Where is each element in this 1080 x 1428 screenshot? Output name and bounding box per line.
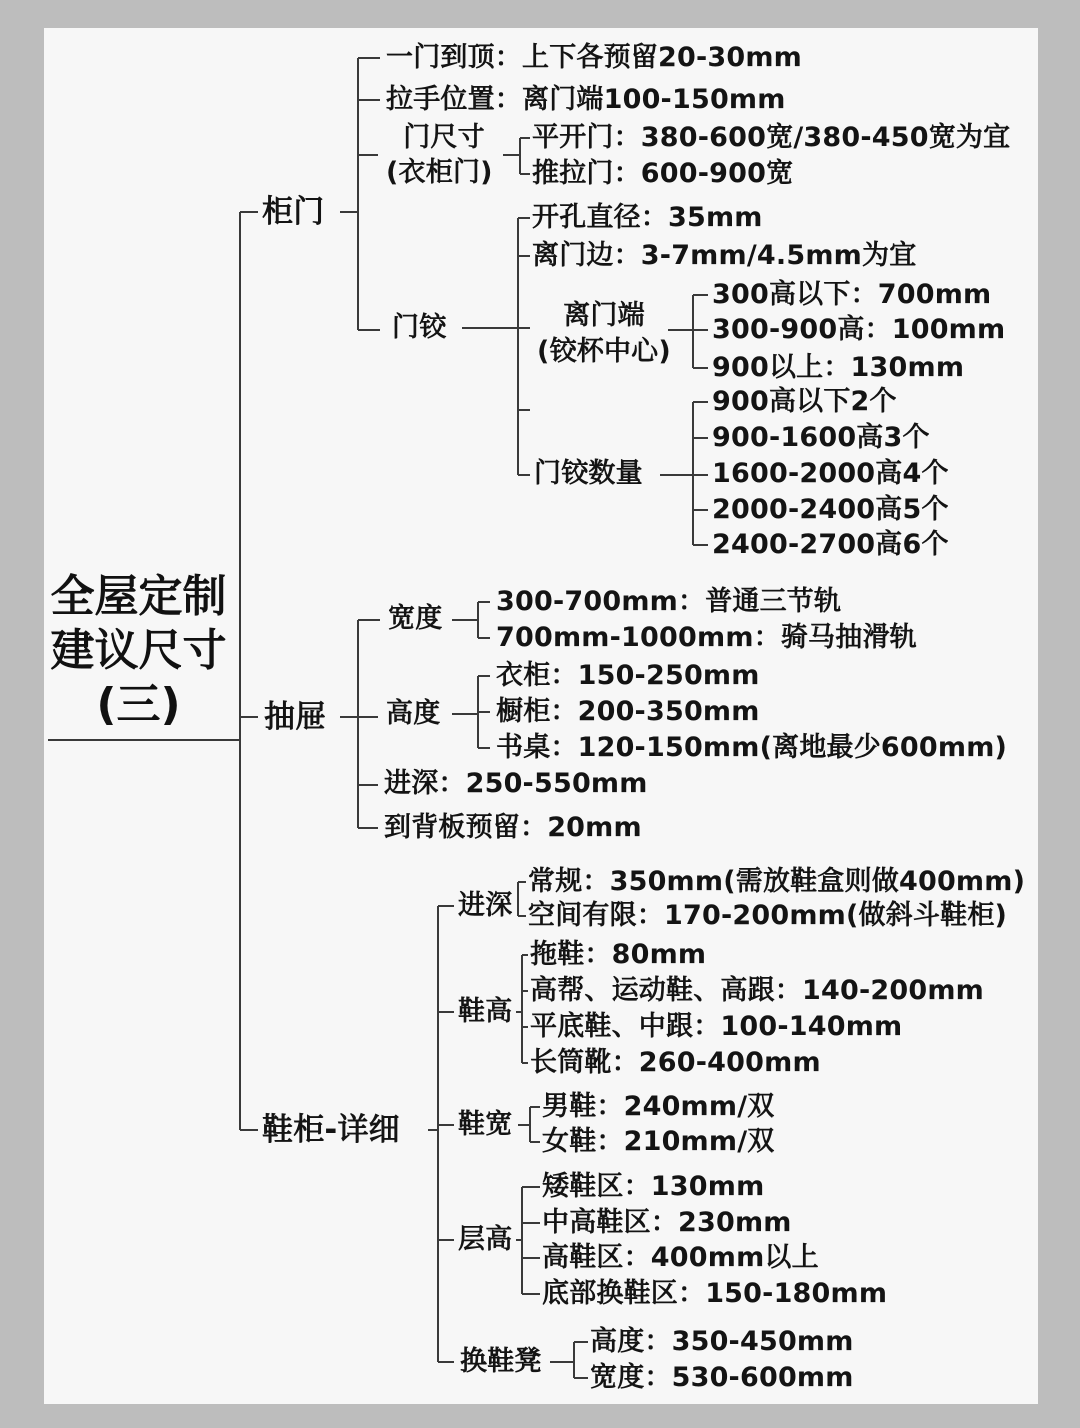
node-shoe-height: 鞋高 <box>458 996 513 1027</box>
leaf-hinge-count: 900-1600高3个 <box>712 422 930 453</box>
title-line: (三) <box>96 679 181 730</box>
leaf-drawer-height: 橱柜：200-350mm <box>496 696 760 727</box>
node-cabinet-door: 柜门 <box>262 194 325 230</box>
node-hinge-count: 门铰数量 <box>534 458 643 489</box>
title-line: 建议尺寸 <box>50 625 227 676</box>
node-end-distance: 离门端 <box>563 300 645 331</box>
node-drawer-height: 高度 <box>386 698 441 729</box>
title-line: 全屋定制 <box>50 571 227 622</box>
node-drawer: 抽屉 <box>264 699 327 735</box>
leaf-shoe-height: 拖鞋：80mm <box>530 939 707 970</box>
leaf-hinge-count: 900高以下2个 <box>712 386 897 417</box>
leaf-shoe-height: 高帮、运动鞋、高跟：140-200mm <box>530 975 984 1006</box>
leaf-hole-diameter: 开孔直径：35mm <box>532 202 763 233</box>
node-hinge: 门铰 <box>392 312 447 343</box>
node-shoe-bench: 换鞋凳 <box>460 1346 542 1377</box>
leaf-end-distance: 300高以下：700mm <box>712 279 992 310</box>
page-title <box>46 570 231 732</box>
leaf-swing-door: 平开门：380-600宽/380-450宽为宜 <box>532 122 1011 153</box>
leaf-shoe-height: 长筒靴：260-400mm <box>530 1047 821 1078</box>
leaf-hinge-count: 1600-2000高4个 <box>712 458 949 489</box>
node-shoe-cabinet: 鞋柜-详细 <box>262 1112 400 1148</box>
node-door-size: 门尺寸 <box>403 122 485 153</box>
leaf-shoe-bench: 宽度：530-600mm <box>590 1362 854 1393</box>
leaf-shoe-width: 女鞋：210mm/双 <box>542 1126 775 1157</box>
leaf-shoe-height: 平底鞋、中跟：100-140mm <box>530 1011 903 1042</box>
node-drawer-width: 宽度 <box>388 603 443 634</box>
leaf-hinge-count: 2000-2400高5个 <box>712 494 949 525</box>
node-shoe-depth: 进深 <box>458 890 513 921</box>
leaf-handle-position: 拉手位置：离门端100-150mm <box>386 84 786 115</box>
leaf-end-distance: 300-900高：100mm <box>712 314 1006 345</box>
node-end-distance-sub: (铰杯中心) <box>537 336 671 367</box>
leaf-edge-distance: 离门边：3-7mm/4.5mm为宜 <box>532 240 917 271</box>
leaf-hinge-count: 2400-2700高6个 <box>712 529 949 560</box>
leaf-drawer-height: 衣柜：150-250mm <box>496 660 760 691</box>
leaf-shoe-width: 男鞋：240mm/双 <box>542 1091 775 1122</box>
leaf-shoe-bench: 高度：350-450mm <box>590 1326 854 1357</box>
leaf-layer-height: 底部换鞋区：150-180mm <box>542 1278 888 1309</box>
leaf-layer-height: 高鞋区：400mm以上 <box>542 1242 819 1273</box>
node-shoe-width: 鞋宽 <box>458 1109 513 1140</box>
leaf-shoe-depth: 常规：350mm(需放鞋盒则做400mm) <box>528 866 1026 897</box>
node-door-size-sub: (衣柜门) <box>386 157 493 188</box>
leaf-drawer-depth: 进深：250-550mm <box>384 768 648 799</box>
node-layer-height: 层高 <box>458 1224 513 1255</box>
leaf-top-gap: 一门到顶：上下各预留20-30mm <box>386 42 803 73</box>
leaf-sliding-door: 推拉门：600-900宽 <box>532 158 794 189</box>
leaf-layer-height: 矮鞋区：130mm <box>542 1171 765 1202</box>
leaf-drawer-width: 700mm-1000mm：骑马抽滑轨 <box>496 622 917 653</box>
leaf-layer-height: 中高鞋区：230mm <box>542 1207 792 1238</box>
leaf-shoe-depth: 空间有限：170-200mm(做斜斗鞋柜) <box>528 900 1008 931</box>
leaf-drawer-width: 300-700mm：普通三节轨 <box>496 586 842 617</box>
leaf-end-distance: 900以上：130mm <box>712 352 965 383</box>
leaf-drawer-height: 书桌：120-150mm(离地最少600mm) <box>496 732 1008 763</box>
leaf-back-gap: 到背板预留：20mm <box>384 812 642 843</box>
